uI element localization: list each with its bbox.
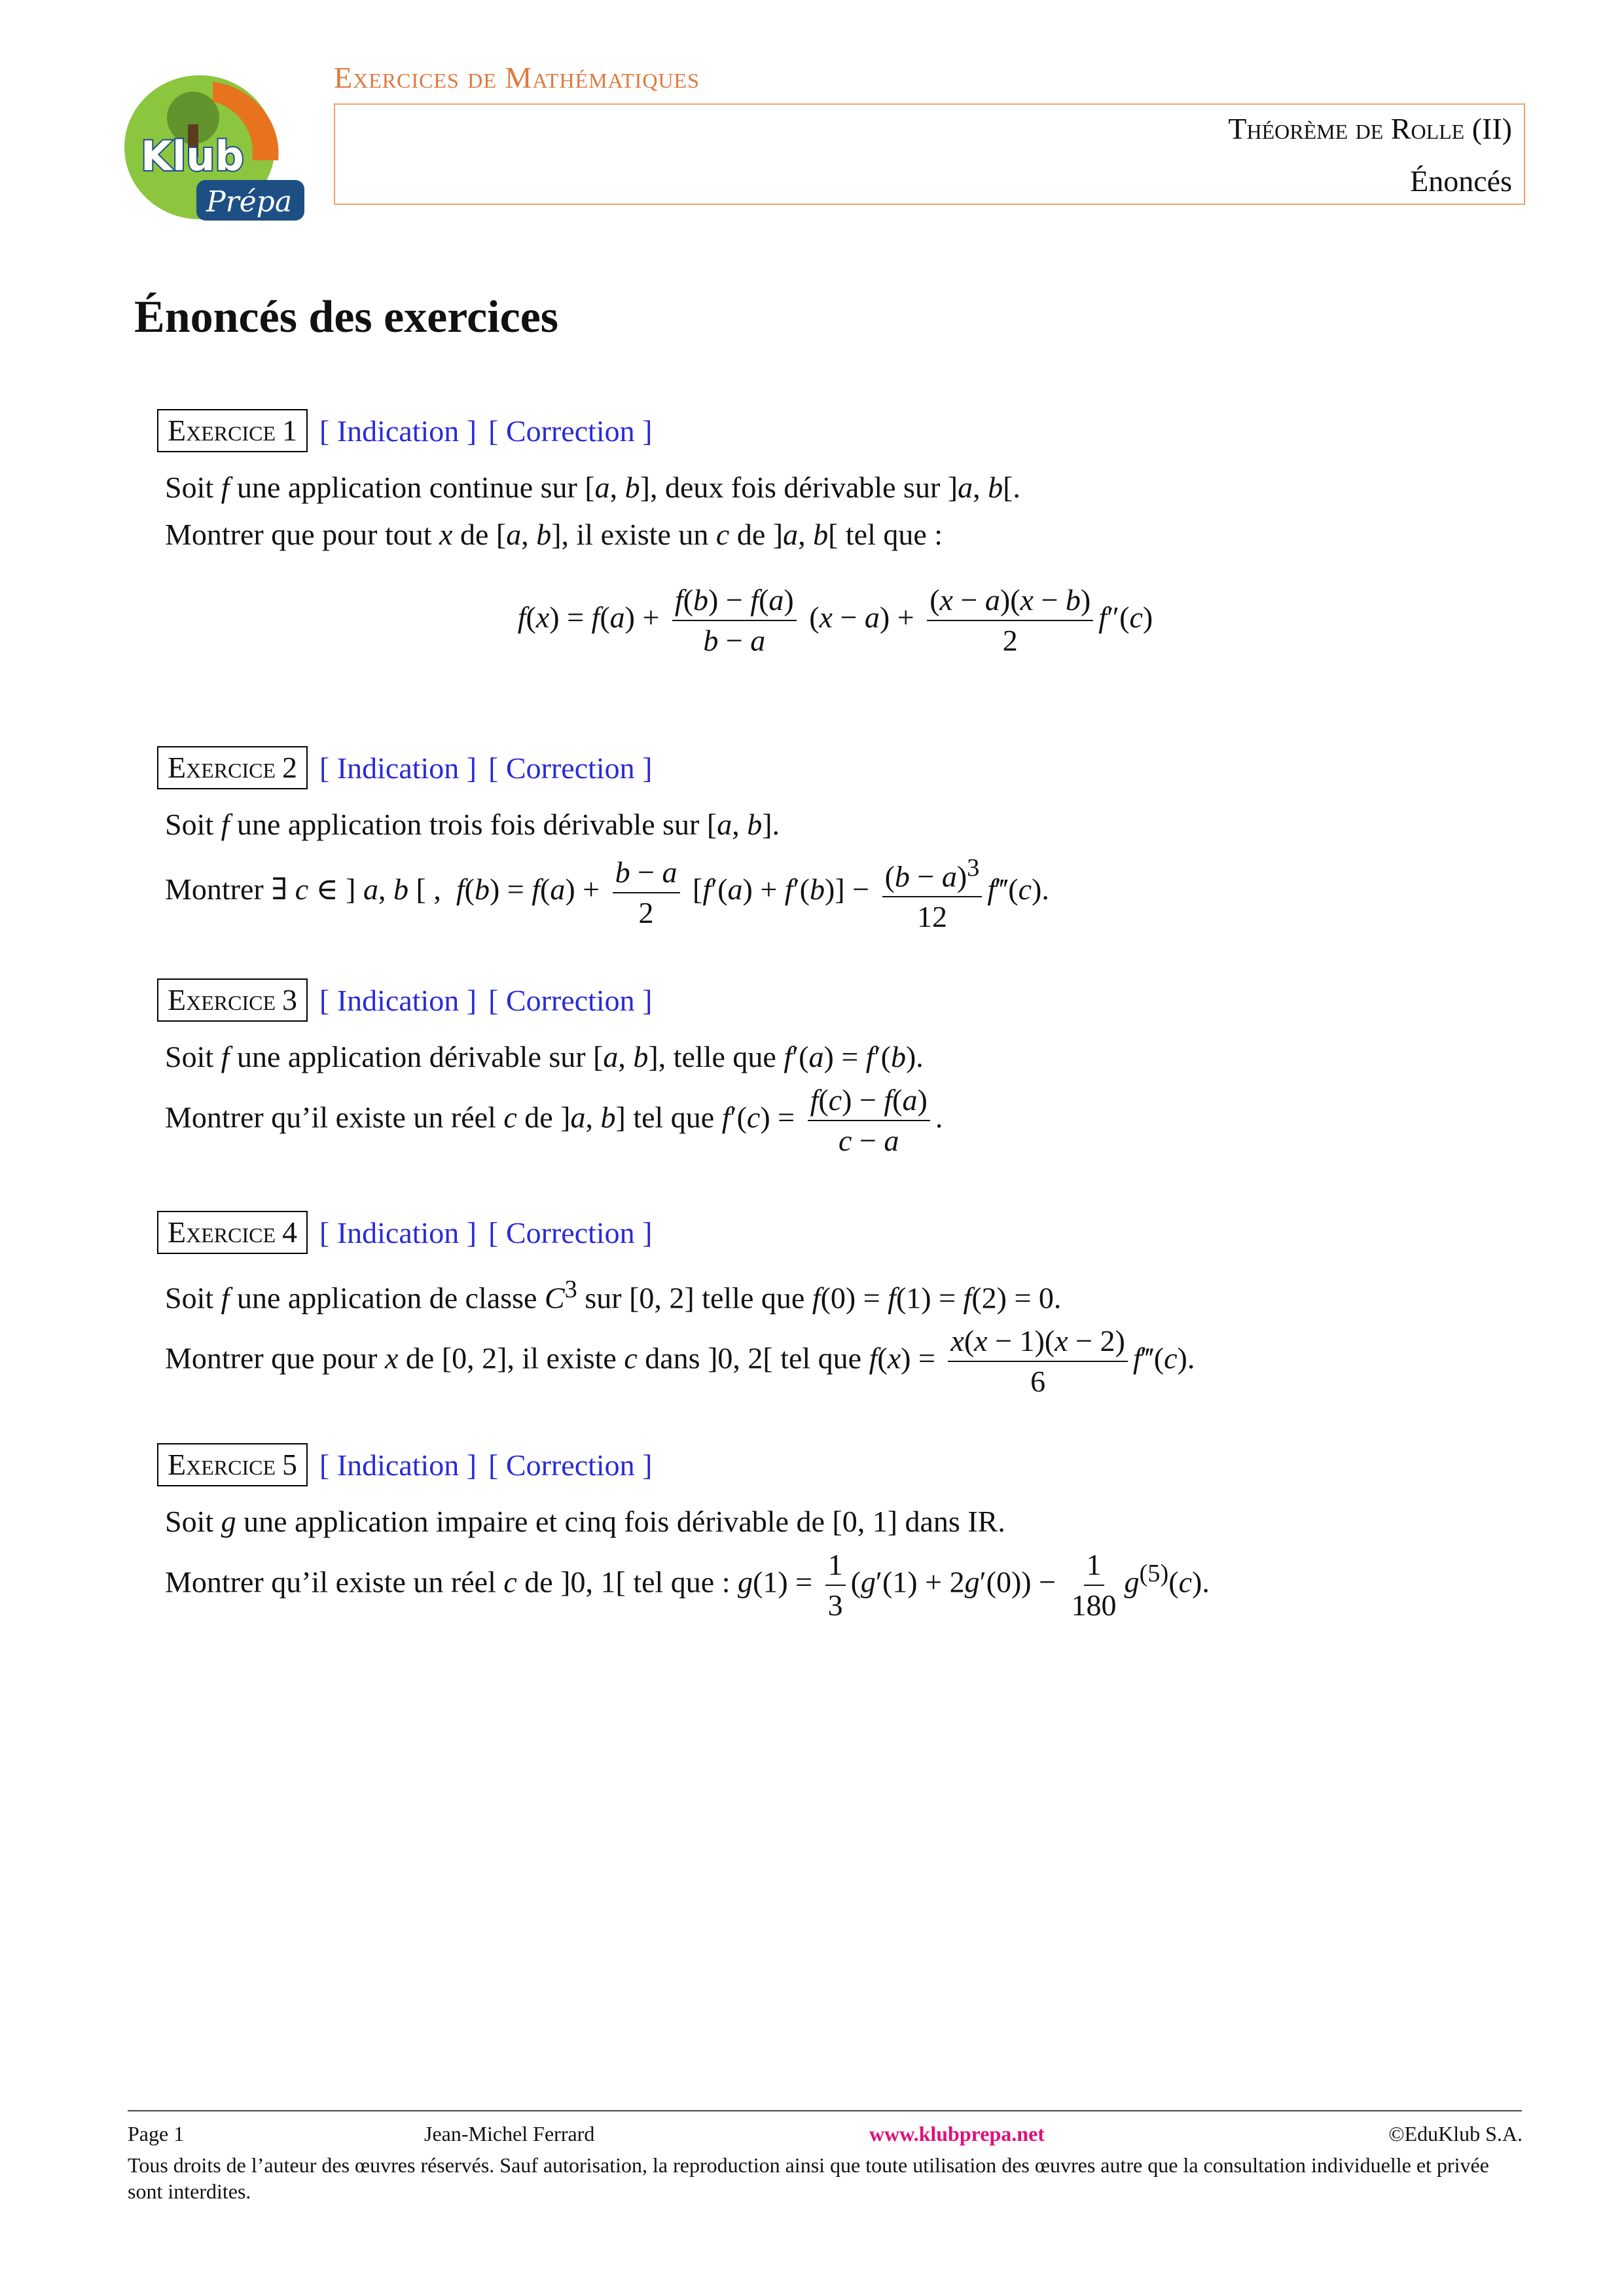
header-subtitle: Énoncés	[1410, 164, 1512, 198]
exercise-5	[157, 1443, 1506, 1625]
exercise-label: Exercice 3	[157, 978, 308, 1022]
correction-link[interactable]: [ Correction ]	[488, 983, 653, 1017]
indication-link[interactable]: [ Indication ]	[319, 1448, 477, 1482]
exercise-1	[157, 409, 1506, 667]
exercise-statement: Soit f une application de classe $C^3$ sur [0, 2] telle que f(0) = f(1) = f(2) = 0. Montrer que pour x de [0, 2], il existe c dans ]0, 2[ tel que f(x) = $\frac{x(x - 1)(x - 2)}{6}$ f‴(c).	[165, 1276, 1195, 1399]
exercise-label: Exercice 5	[157, 1443, 308, 1486]
page-title: Énoncés des exercices	[134, 292, 559, 342]
header-box	[334, 103, 1525, 205]
exercise-statement: Soit f une application continue sur [a, b], deux fois dérivable sur ]a, b[. Montrer que pour tout x de [a, b], il existe un c de ]a, b[ tel que : f(x) = f(a) + $\frac{f(b) - f(a)}{b - a}$ (x − a) + $\frac{(x - a)(x - b)}{2}$ f″(c)	[165, 471, 1153, 657]
exercise-statement: Soit f une application trois fois dérivable sur [a, b]. Montrer ∃ c ∈ ] a, b [ , f(b) = f(a) + $\frac{b - a}{2}$ [f′(a) + f′(b)] − $\frac{(b - a)^3}{12}$ f‴(c).	[165, 808, 1049, 934]
exercise-3	[157, 978, 1506, 1160]
header-topic: Théorème de Rolle (II)	[1228, 112, 1512, 145]
footer-page: Page 1	[128, 2122, 185, 2145]
exercise-label: Exercice 2	[157, 746, 308, 789]
correction-link[interactable]: [ Correction ]	[488, 1215, 653, 1249]
logo-text-top: Klub	[141, 132, 244, 180]
exercise-label: Exercice 4	[157, 1211, 308, 1254]
klubprepa-logo	[115, 62, 311, 226]
exercise-statement: Soit f une application dérivable sur [a, b], telle que f′(a) = f′(b). Montrer qu’il existe un réel c de ]a, b] tel que f′(c) = $\frac{f(c) - f(a)}{c - a}$ .	[165, 1040, 943, 1157]
correction-link[interactable]: [ Correction ]	[488, 414, 653, 448]
exercise-label: Exercice 1	[157, 409, 308, 452]
exercise-2	[157, 746, 1506, 937]
exercise-statement: Soit g une application impaire et cinq fois dérivable de [0, 1] dans IR. Montrer qu’il existe un réel c de ]0, 1[ tel que : g(1) = $\frac{1}{3}$ (g′(1) + 2g′(0)) − $\frac{1}{180}$ $g^{(5)}(c)$.	[165, 1505, 1210, 1622]
footer-copyright: ©EduKlub S.A.	[1388, 2122, 1523, 2145]
indication-link[interactable]: [ Indication ]	[319, 983, 477, 1017]
footer-author: Jean-Michel Ferrard	[424, 2122, 595, 2145]
footer-notice: Tous droits de l’auteur des œuvres réservés. Sauf autorisation, la reproduction ainsi que toute utilisation des œuvres autre que la consultation individuelle et privée sont interdites.	[128, 2153, 1489, 2203]
footer-site-link[interactable]: www.klubprepa.net	[869, 2122, 1045, 2145]
series-title: Exercices de Mathématiques	[334, 61, 700, 94]
logo-text-bottom: Prépa	[206, 185, 293, 219]
correction-link[interactable]: [ Correction ]	[488, 1448, 653, 1482]
indication-link[interactable]: [ Indication ]	[319, 751, 477, 785]
correction-link[interactable]: [ Correction ]	[488, 751, 653, 785]
exercise-4	[157, 1211, 1506, 1401]
indication-link[interactable]: [ Indication ]	[319, 414, 477, 448]
indication-link[interactable]: [ Indication ]	[319, 1215, 477, 1249]
footer-rule	[128, 2110, 1522, 2111]
